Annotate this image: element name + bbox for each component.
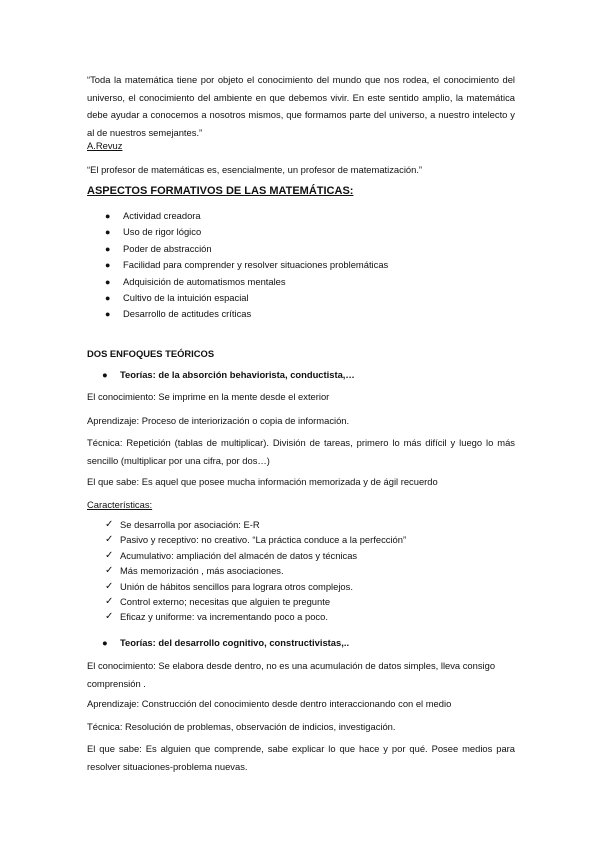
enfoques-heading: DOS ENFOQUES TEÓRICOS bbox=[87, 348, 215, 359]
bullet-icon: ● bbox=[105, 243, 111, 254]
list-item: ✓ Control externo; necesitas que alguien te pregunte bbox=[87, 594, 515, 609]
caracteristicas-heading: Características: bbox=[87, 499, 153, 510]
theory2-tecnica: Técnica: Resolución de problemas, observación de indicios, investigación. bbox=[87, 721, 396, 732]
list-item: ● Adquisición de automatismos mentales bbox=[87, 274, 515, 290]
list-item: ✓ Unión de hábitos sencillos para lograra otros complejos. bbox=[87, 579, 515, 594]
bullet-icon: ● bbox=[105, 260, 111, 271]
check-icon: ✓ bbox=[105, 611, 114, 623]
check-icon: ✓ bbox=[105, 580, 114, 592]
bullet-icon: ● bbox=[105, 309, 111, 320]
aspects-heading: ASPECTOS FORMATIVOS DE LAS MATEMÁTICAS: bbox=[87, 185, 354, 197]
bullet-icon: ● bbox=[105, 211, 111, 221]
bullet-icon: ● bbox=[105, 293, 111, 304]
bullet-icon: ● bbox=[105, 227, 111, 238]
check-icon: ✓ bbox=[105, 534, 114, 546]
quote-paragraph: “Toda la matemática tiene por objeto el conocimiento del mundo que nos rodea, el conocimiento del universo, el conocimiento del ambiente en que debemos vivir. En este sentido amplio, la matemática debe ayudar a conocemos a nosotros mismos, que formamos parte del universo, a nuestro intelecto y al de nuestros semejantes.” bbox=[87, 74, 515, 138]
check-icon: ✓ bbox=[105, 519, 114, 530]
theory1-title: ● Teorías: de la absorción behaviorista, conductista,… bbox=[105, 366, 515, 383]
quote-author: A.Revuz bbox=[87, 140, 123, 151]
check-icon: ✓ bbox=[105, 596, 114, 608]
bullet-icon: ● bbox=[105, 276, 111, 287]
list-item: ✓ Pasivo y receptivo: no creativo. “La práctica conduce a la perfección” bbox=[87, 532, 515, 547]
theory1-sabe: El que sabe: Es aquel que posee mucha información memorizada y de ágil recuerdo bbox=[87, 476, 438, 487]
theory1-aprendizaje: Aprendizaje: Proceso de interiorización o copia de información. bbox=[87, 415, 350, 426]
list-item: ✓ Se desarrolla por asociación: E-R bbox=[87, 517, 515, 532]
theory2-conocimiento: El conocimiento: Se elabora desde dentro, no es una acumulación de datos simples, lleva consigo comprensión . bbox=[87, 660, 496, 689]
list-item: ✓ Más memorización , más asociaciones. bbox=[87, 563, 515, 578]
theory2-title: ● Teorías: del desarrollo cognitivo, constructivistas,.. bbox=[105, 634, 515, 651]
list-item: ● Facilidad para comprender y resolver situaciones problemáticas bbox=[87, 257, 515, 273]
theory2-aprendizaje: Aprendizaje: Construcción del conocimiento desde dentro interaccionando con el medio bbox=[87, 698, 452, 709]
list-item: ● Cultivo de la intuición espacial bbox=[87, 290, 515, 306]
aspects-list bbox=[87, 208, 515, 323]
list-item: ● Poder de abstracción bbox=[87, 241, 515, 257]
list-item: ✓ Eficaz y uniforme: va incrementando poco a poco. bbox=[87, 609, 515, 624]
theory2-sabe: El que sabe: Es alguien que comprende, sabe explicar lo que hace y por qué. Posee medios para resolver situaciones-problema nuevas. bbox=[87, 743, 515, 772]
list-item: ● Desarrollo de actitudes críticas bbox=[87, 306, 515, 322]
check-icon: ✓ bbox=[105, 549, 114, 561]
quote-matematizacion: “El profesor de matemáticas es, esencialmente, un profesor de matematización.” bbox=[87, 164, 423, 175]
check-icon: ✓ bbox=[105, 565, 114, 577]
list-item: ✓ Acumulativo: ampliación del almacén de datos y técnicas bbox=[87, 548, 515, 563]
bullet-icon: ● bbox=[102, 369, 108, 380]
caracteristicas-list bbox=[87, 517, 515, 625]
bullet-icon: ● bbox=[102, 637, 108, 648]
theory1-conocimiento: El conocimiento: Se imprime en la mente desde el exterior bbox=[87, 391, 330, 402]
list-item: ● Uso de rigor lógico bbox=[87, 224, 515, 240]
list-item: ● Actividad creadora bbox=[87, 208, 515, 224]
theory1-tecnica: Técnica: Repetición (tablas de multiplicar). División de tareas, primero lo más difícil y luego lo más sencillo (multiplicar por una cifra, por dos…) bbox=[87, 437, 515, 466]
